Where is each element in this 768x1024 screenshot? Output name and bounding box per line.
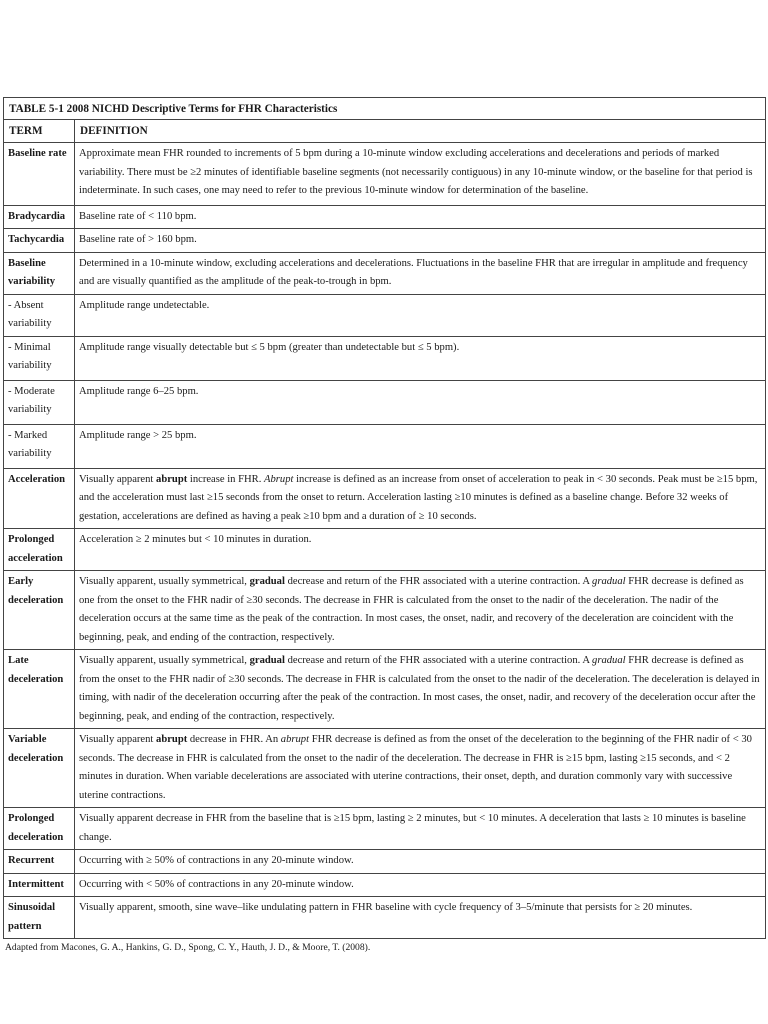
term-cell: Variable deceleration	[4, 729, 75, 808]
term-cell: Prolonged deceleration	[4, 808, 75, 850]
definition-cell	[75, 294, 766, 336]
table-row	[4, 294, 766, 336]
term-cell: Sinusoidal pattern	[4, 897, 75, 939]
definition-text: Baseline rate of < 110 bpm.	[79, 210, 197, 222]
definition-cell	[75, 229, 766, 253]
emphasis-italic: abrupt	[280, 734, 310, 745]
table-row	[4, 850, 766, 874]
table-row	[4, 468, 766, 529]
definition-text: decrease and return of the FHR associated with a uterine contraction. A	[284, 576, 593, 587]
fhr-terms-table	[3, 97, 766, 939]
table-row	[4, 808, 766, 850]
definition-text: Visually apparent, smooth, sine wave–like undulating pattern in FHR baseline with cycle frequency of 3–5/minute that persists for ≥ 20 minutes.	[79, 902, 693, 913]
term-cell: - Moderate variability	[4, 380, 75, 424]
definition-text: Visually apparent	[79, 734, 157, 745]
definition-column-header: DEFINITION	[75, 120, 766, 143]
definition-text: FHR decrease is defined as from the onset of the deceleration to the beginning of the FHR nadir of < 30 seconds. The decrease in FHR is calculated from the onset to the nadir of the deceleration. The decrease in FHR is ≥15 bpm, lasting ≥15 seconds, and < 2 minutes in duration. When variable decelerations are associated with uterine contractions, their onset, depth, and duration commonly vary with successive uterine contractions.	[79, 734, 752, 801]
term-cell: Prolonged acceleration	[4, 529, 75, 571]
definition-text: Visually apparent	[79, 473, 157, 485]
table-footnote: Adapted from Macones, G. A., Hankins, G. D., Spong, C. Y., Hauth, J. D., & Moore, T. (2008).	[5, 942, 371, 953]
term-cell: Baseline rate	[4, 143, 75, 206]
term-cell: Late deceleration	[4, 650, 75, 729]
table-row	[4, 873, 766, 897]
definition-text: Approximate mean FHR rounded to increments of 5 bpm during a 10-minute window excluding accelerations and decelerations and periods of marked variability. There must be ≥2 minutes of identifiable baseline segments (not necessarily contiguous) in any 10-minute window, or the baseline for that period is indeterminate. In such cases, one may need to refer to the previous 10-minute window for determination of the baseline.	[79, 148, 753, 196]
definition-cell	[75, 336, 766, 380]
term-cell: - Absent variability	[4, 294, 75, 336]
definition-text: decrease and return of the FHR associated with a uterine contraction. A	[284, 655, 593, 666]
definition-text: increase is defined as an increase from onset of acceleration to peak in < 30 seconds. Peak must be ≥15 bpm, and the acceleration must last ≥15 seconds from the onset to return. Acceleration lasting ≥10 minutes is defined as a baseline change. Before 32 weeks of gestation, accelerations are defined as having a peak ≥10 bpm and a duration of ≥ 10 seconds.	[79, 473, 758, 522]
definition-cell	[75, 571, 766, 650]
definition-text: FHR decrease is defined as from the onset to the FHR nadir of ≥30 seconds. The decrease in FHR is calculated from the onset to the nadir of the deceleration. The deceleration is delayed in timing, with nadir of the deceleration occurring after the peak of the contraction. In most cases, the onset, nadir, and recovery of the deceleration occur after the beginning, peak, and ending of the contraction, respectively.	[79, 655, 760, 722]
definition-cell	[75, 808, 766, 850]
table-row	[4, 424, 766, 468]
term-cell: Intermittent	[4, 873, 75, 897]
definition-text: increase in FHR.	[187, 473, 265, 485]
term-cell: Bradycardia	[4, 205, 75, 229]
definition-text: Visually apparent, usually symmetrical,	[79, 576, 250, 587]
table-row	[4, 897, 766, 939]
definition-cell	[75, 729, 766, 808]
definition-text: Amplitude range undetectable.	[79, 299, 210, 311]
definition-text: Determined in a 10-minute window, excluding accelerations and decelerations. Fluctuations in the baseline FHR that are irregular in amplitude and frequency and are visually quantified as the amplitude of the peak-to-trough in bpm.	[79, 257, 748, 287]
definition-text: Amplitude range > 25 bpm.	[79, 429, 197, 441]
table-caption: TABLE 5-1 2008 NICHD Descriptive Terms for FHR Characteristics	[4, 98, 766, 120]
term-cell: Baseline variability	[4, 252, 75, 294]
table-row	[4, 252, 766, 294]
definition-cell	[75, 850, 766, 874]
definition-text: decrease in FHR. An	[187, 734, 281, 745]
definition-text: Acceleration ≥ 2 minutes but < 10 minutes in duration.	[79, 534, 312, 545]
definition-cell	[75, 424, 766, 468]
definition-text: Amplitude range 6–25 bpm.	[79, 385, 199, 397]
term-cell: Recurrent	[4, 850, 75, 874]
term-cell: Tachycardia	[4, 229, 75, 253]
table-row	[4, 729, 766, 808]
table-row	[4, 380, 766, 424]
table-row	[4, 571, 766, 650]
definition-cell	[75, 468, 766, 529]
definition-cell	[75, 529, 766, 571]
definition-cell	[75, 897, 766, 939]
nichd-table-document	[3, 97, 765, 953]
definition-text: Visually apparent decrease in FHR from the baseline that is ≥15 bpm, lasting ≥ 2 minutes, but < 10 minutes. A deceleration that lasts ≥ 10 minutes is baseline change.	[79, 813, 746, 843]
definition-text: Occurring with ≥ 50% of contractions in any 20-minute window.	[79, 855, 354, 866]
definition-cell	[75, 873, 766, 897]
term-cell: Acceleration	[4, 468, 75, 529]
definition-cell	[75, 380, 766, 424]
definition-cell	[75, 143, 766, 206]
table-row	[4, 229, 766, 253]
emphasis-italic: gradual	[592, 655, 626, 666]
definition-cell	[75, 205, 766, 229]
emphasis-bold: gradual	[249, 655, 285, 666]
table-row	[4, 529, 766, 571]
emphasis-bold: abrupt	[156, 734, 188, 745]
term-cell: - Marked variability	[4, 424, 75, 468]
emphasis-bold: gradual	[249, 576, 285, 587]
table-row	[4, 650, 766, 729]
definition-text: Occurring with < 50% of contractions in any 20-minute window.	[79, 878, 354, 890]
definition-text: FHR decrease is defined as one from the onset to the FHR nadir of ≥30 seconds. The decrease in FHR is calculated from the onset to the nadir of the deceleration. The nadir of the deceleration occurs at the same time as the peak of the contraction. In most cases, the onset, nadir, and recovery of the deceleration are coincident with the beginning, peak, and ending of the contraction, respectively.	[79, 576, 744, 643]
term-column-header: TERM	[4, 120, 75, 143]
term-cell: - Minimal variability	[4, 336, 75, 380]
definition-text: Amplitude range visually detectable but ≤ 5 bpm (greater than undetectable but ≤ 5 bpm).	[79, 341, 460, 353]
table-row	[4, 143, 766, 206]
term-cell: Early deceleration	[4, 571, 75, 650]
table-row	[4, 336, 766, 380]
definition-cell	[75, 650, 766, 729]
table-row	[4, 205, 766, 229]
emphasis-italic: gradual	[592, 576, 626, 587]
emphasis-bold: abrupt	[156, 473, 188, 485]
definition-text: Visually apparent, usually symmetrical,	[79, 655, 250, 666]
emphasis-italic: Abrupt	[264, 473, 294, 485]
definition-cell	[75, 252, 766, 294]
definition-text: Baseline rate of > 160 bpm.	[79, 234, 197, 245]
